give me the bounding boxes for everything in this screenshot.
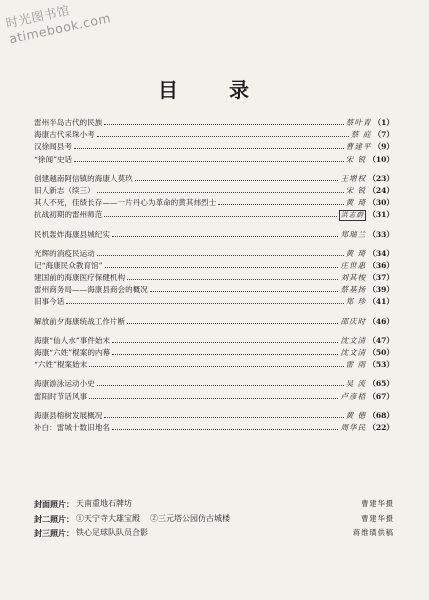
entry-page: （10） [368, 154, 394, 164]
dot-leader [112, 429, 339, 430]
entry-title: 抗战初期的雷州师范 [34, 210, 103, 220]
entry-author: 沈文清 [340, 335, 367, 345]
toc-entry[interactable] [34, 296, 394, 308]
entry-title: 记“海康民众教育馆” [34, 260, 103, 270]
toc-entry[interactable] [34, 173, 394, 185]
plate-photographer: 蒋维璜供稿 [353, 528, 394, 537]
entry-page: （53） [368, 360, 394, 370]
entry-title: 其人不死，佳绩长存——一片丹心为革命的黄其炜烈士 [34, 198, 217, 208]
entry-title: 民机轰炸海康县城纪实 [34, 229, 110, 239]
entry-title: 汉徐闻县考 [34, 142, 72, 152]
toc-section [34, 117, 394, 166]
dot-leader [105, 267, 339, 268]
entry-title: 解放前夕海康统战工作片断 [34, 316, 126, 326]
entry-title: 旧事今话 [34, 297, 65, 307]
entry-page: （30） [368, 198, 394, 208]
toc-entry[interactable] [34, 391, 394, 403]
entry-author: 庄世惠 [340, 260, 367, 270]
toc-entry[interactable] [34, 260, 394, 272]
entry-title: 海康“六姓”棍案的内幕 [34, 348, 111, 357]
entry-page: （67） [368, 391, 394, 401]
entry-page: （36） [368, 260, 394, 270]
entry-page: （65） [368, 379, 394, 389]
entry-author: 郑瑞兰 [340, 229, 367, 239]
toc-entry[interactable] [34, 422, 394, 434]
toc-entry[interactable] [34, 209, 394, 221]
dot-leader [218, 204, 343, 205]
entry-author: 蔡叶青 [345, 118, 372, 127]
dot-leader [127, 279, 338, 280]
toc-entry[interactable] [34, 284, 394, 296]
entry-page: （47） [368, 335, 394, 345]
page-title: 目 录 [158, 78, 271, 102]
dot-leader [112, 354, 338, 355]
entry-title: 雷阳时节话风事 [34, 391, 88, 401]
entry-page: （33） [368, 229, 394, 239]
entry-title: 旧人新志（续三） [34, 185, 95, 195]
entry-page: （22） [368, 422, 394, 432]
dot-leader [97, 385, 344, 386]
dot-leader [112, 342, 338, 343]
dot-leader [66, 303, 343, 304]
plate-label: 封二照片： [34, 513, 74, 524]
entry-title: 光辉的消疫民运动 [34, 248, 95, 258]
toc-entry[interactable] [34, 185, 394, 197]
entry-page: （1） [373, 118, 394, 127]
entry-page: （41） [368, 297, 394, 307]
entry-title: 建国前的海康医疗保健机构 [34, 273, 126, 283]
toc-entry[interactable] [34, 154, 394, 166]
toc-entry[interactable] [34, 248, 394, 260]
toc-entry[interactable] [34, 359, 394, 371]
entry-author: 吴 流 [345, 379, 367, 389]
dot-leader [112, 236, 339, 237]
toc-entry[interactable] [34, 229, 394, 241]
toc-section [34, 173, 394, 222]
entry-title: 补白：雷城十数旧地名 [34, 422, 110, 432]
toc-entry[interactable] [34, 378, 394, 390]
toc-entry[interactable] [34, 316, 394, 328]
entry-page: （9） [373, 142, 394, 152]
entry-author: 邵庆时 [340, 316, 367, 326]
dot-leader [97, 255, 344, 256]
dot-leader [104, 124, 343, 125]
entry-author: 黄 琦 [345, 248, 367, 258]
toc-entry[interactable] [34, 335, 394, 347]
plate-photographer: 曹建华摄 [361, 499, 394, 508]
plate-label: 封面照片： [34, 499, 74, 509]
plate-credit [34, 497, 394, 512]
entry-page: （37） [368, 273, 394, 283]
entry-author: 刘其梭 [340, 273, 367, 283]
plate-caption-2: ②三元塔公园仿古城楼 [150, 513, 230, 523]
plate-credit [34, 512, 394, 527]
entry-page: （39） [368, 285, 394, 295]
table-of-contents [34, 117, 394, 441]
entry-author: 蔡基扬 [340, 285, 367, 295]
toc-section [34, 410, 394, 434]
dot-leader [135, 180, 339, 181]
toc-section [34, 229, 394, 241]
photo-credits [34, 497, 394, 541]
entry-page: （23） [368, 173, 394, 183]
toc-entry[interactable] [34, 117, 394, 129]
toc-entry[interactable] [34, 410, 394, 422]
plate-caption: ①天宁寺大雄宝殿 [76, 513, 140, 523]
dot-leader [104, 216, 337, 217]
toc-section [34, 248, 394, 309]
entry-author: 王增权 [340, 173, 367, 183]
dot-leader [97, 192, 344, 193]
entry-page: （24） [368, 185, 394, 195]
dot-leader [127, 323, 338, 324]
dot-leader [89, 398, 338, 399]
entry-title: 海康游泳运动小史 [34, 379, 95, 389]
entry-title: 雷州商务局——海康县商会的概况 [34, 285, 148, 295]
dot-leader [150, 291, 339, 292]
toc-entry[interactable] [34, 141, 394, 153]
entry-title: 创建越南阿信镇的海康人莫玖 [34, 173, 133, 183]
dot-leader [97, 136, 349, 137]
toc-entry[interactable] [34, 272, 394, 284]
entry-author: 郑 珍 [345, 297, 367, 307]
plate-photographer: 曹建华摄 [361, 513, 394, 523]
entry-title: 雷州半岛古代的民族 [34, 118, 103, 127]
entry-title: “徐闻”史话 [34, 154, 73, 164]
entry-page: （34） [368, 248, 394, 258]
entry-author: 宋 锐 [345, 154, 367, 164]
entry-title: “六姓”棍案始末 [34, 360, 88, 370]
entry-author: 黄 德 [345, 410, 367, 420]
dot-leader [89, 366, 343, 367]
entry-author: 宋 锐 [345, 185, 367, 195]
entry-author: 沈文清 [340, 348, 367, 357]
toc-section [34, 378, 394, 402]
plate-caption: 天南重地石牌坊 [76, 499, 132, 508]
toc-entry[interactable] [34, 347, 394, 359]
entry-author: 蔡 庭 [350, 130, 372, 140]
entry-title: 海康“仙人水”事件始末 [34, 335, 111, 345]
entry-page: （68） [368, 410, 394, 420]
entry-author: 雷 雨 [345, 360, 367, 370]
dot-leader [74, 161, 343, 162]
toc-section [34, 316, 394, 328]
toc-entry[interactable] [34, 129, 394, 141]
plate-label: 封三照片： [34, 528, 74, 538]
entry-author: 黄 琦 [345, 198, 367, 208]
entry-title: 海康古代采珠小考 [34, 130, 95, 140]
entry-page: （46） [368, 316, 394, 326]
entry-author: 周华民 [340, 422, 367, 432]
dot-leader [74, 148, 344, 149]
plate-caption: 铁心足球队队员合影 [76, 528, 148, 537]
toc-section [34, 335, 394, 372]
entry-title: 海康县榕树发展概况 [34, 410, 103, 420]
entry-page: （50） [368, 348, 394, 357]
dot-leader [104, 417, 343, 418]
entry-author: 曹建平 [345, 142, 372, 152]
toc-entry[interactable] [34, 197, 394, 209]
entry-author: 洪志蔚 [340, 211, 365, 220]
plate-credit [34, 526, 394, 541]
entry-page: （7） [373, 130, 394, 140]
watermark: 时光图书馆 atimebook.com [4, 2, 113, 47]
entry-author: 卢彦梧 [340, 391, 367, 401]
entry-page: （31） [368, 210, 394, 220]
